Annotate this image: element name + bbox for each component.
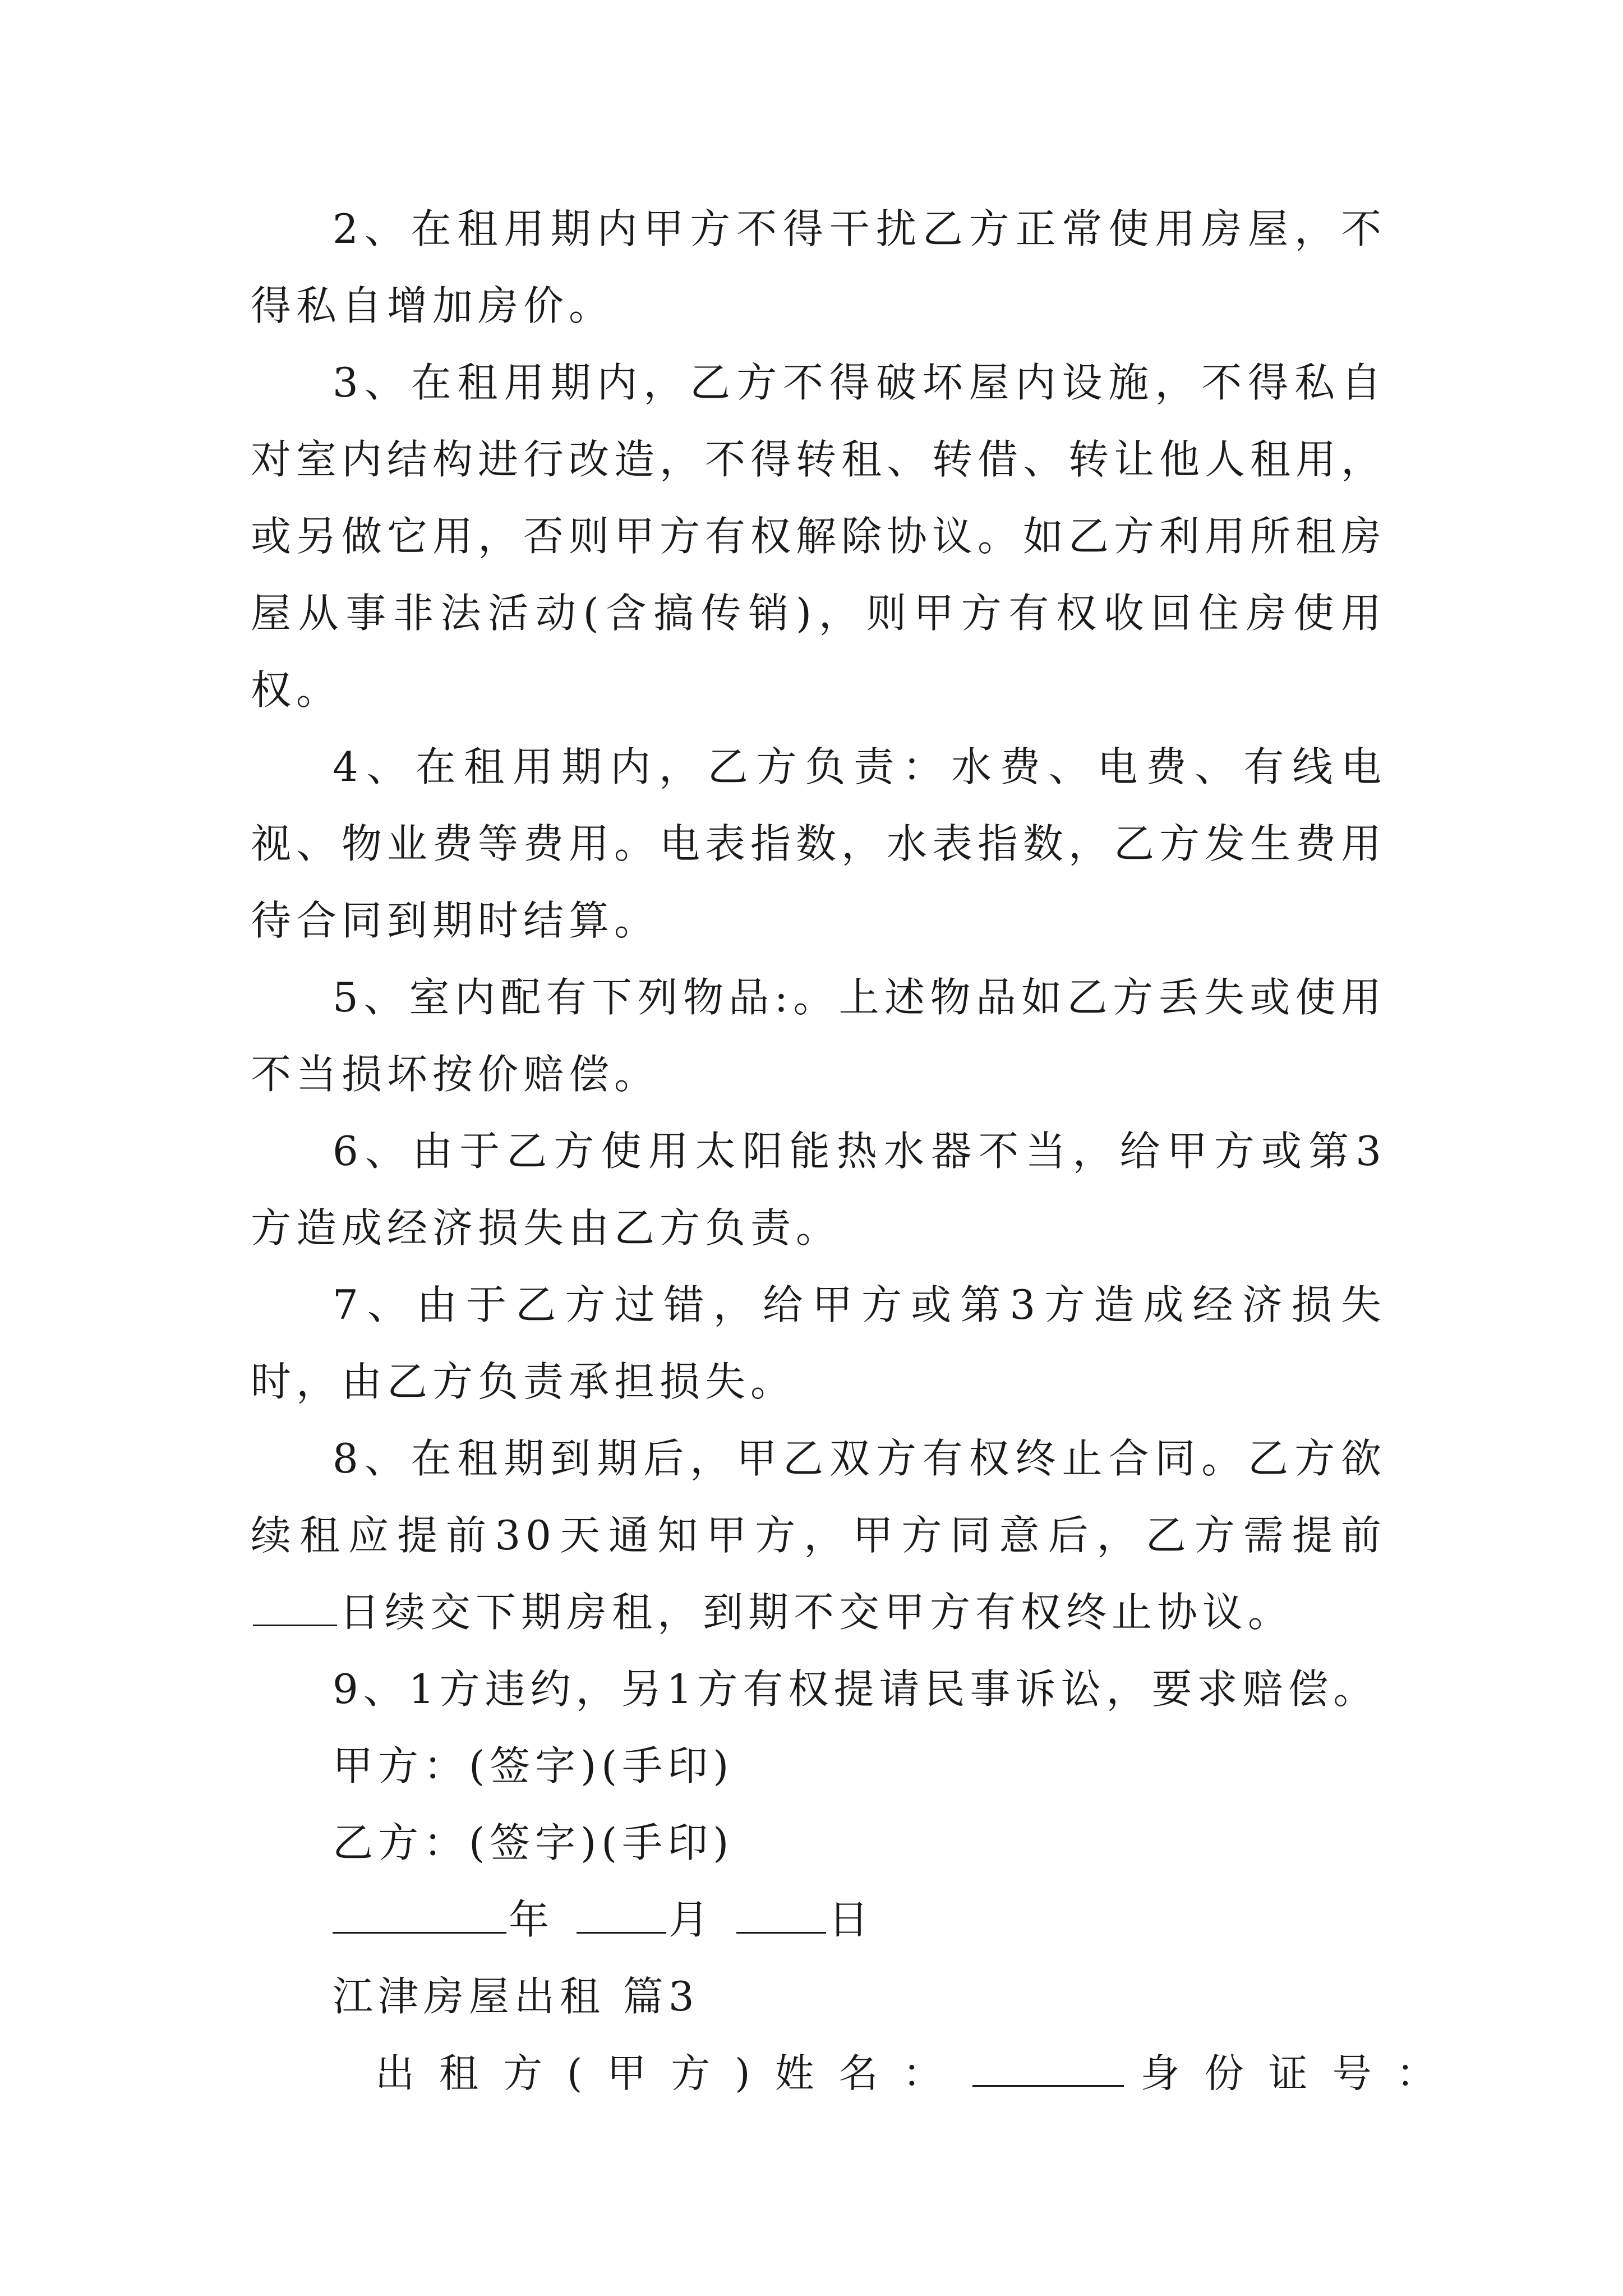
- day-blank: [736, 1901, 826, 1934]
- lessor-id-label: 身份证号：: [1140, 2050, 1460, 2096]
- clause-9: 9、1方违约，另1方有权提请民事诉讼，要求赔偿。: [333, 1665, 1379, 1713]
- clause-8-text-b: 日续交下期房租，到期不交甲方有权终止协议。: [339, 1589, 1294, 1636]
- clause-7: 7、由于乙方过错，给甲方或第3方造成经济损失时，由乙方负责承担损失。: [251, 1281, 1386, 1405]
- days-blank: [253, 1593, 337, 1626]
- section-title: 江津房屋出租 篇3: [333, 1973, 699, 2020]
- date-line: [251, 1881, 1386, 1958]
- clause-3: 3、在租用期内，乙方不得破坏屋内设施，不得私自对室内结构进行改造，不得转租、转借、转让他人租用，或另做它用，否则甲方有权解除协议。如乙方利用所租房屋从事非法活动(含搞传销)，则甲方有权收回住房使用权。: [251, 359, 1387, 714]
- year-blank: [333, 1901, 506, 1934]
- month-label: 月: [668, 1896, 714, 1943]
- clause-6: 6、由于乙方使用太阳能热水器不当，给甲方或第3方造成经济损失由乙方负责。: [251, 1128, 1386, 1251]
- month-blank: [577, 1901, 666, 1934]
- year-label: 年: [509, 1896, 555, 1943]
- clause-2: 2、在租用期内甲方不得干扰乙方正常使用房屋，不得私自增加房价。: [251, 205, 1386, 329]
- party-a-signature: 甲方：(签字)(手印): [333, 1742, 734, 1789]
- clause-8: [251, 1420, 1386, 1651]
- party-b-signature: 乙方：(签字)(手印): [333, 1819, 734, 1866]
- day-label: 日: [828, 1896, 874, 1943]
- clause-8-text-a: 8、在租期到期后，甲乙双方有权终止合同。乙方欲续租应提前30天通知甲方，甲方同意后，乙方需提前: [251, 1435, 1386, 1559]
- document-body: [251, 191, 1460, 2112]
- clause-5: 5、室内配有下列物品:。上述物品如乙方丢失或使用不当损坏按价赔偿。: [251, 974, 1386, 1098]
- lessor-name-blank: [972, 2054, 1124, 2087]
- lessor-name-label: 出租方(甲方)姓名：: [375, 2050, 967, 2096]
- clause-4: 4、在租用期内，乙方负责：水费、电费、有线电视、物业费等费用。电表指数，水表指数，乙方发生费用待合同到期时结算。: [251, 743, 1387, 944]
- lessor-info-line: [251, 2035, 1460, 2112]
